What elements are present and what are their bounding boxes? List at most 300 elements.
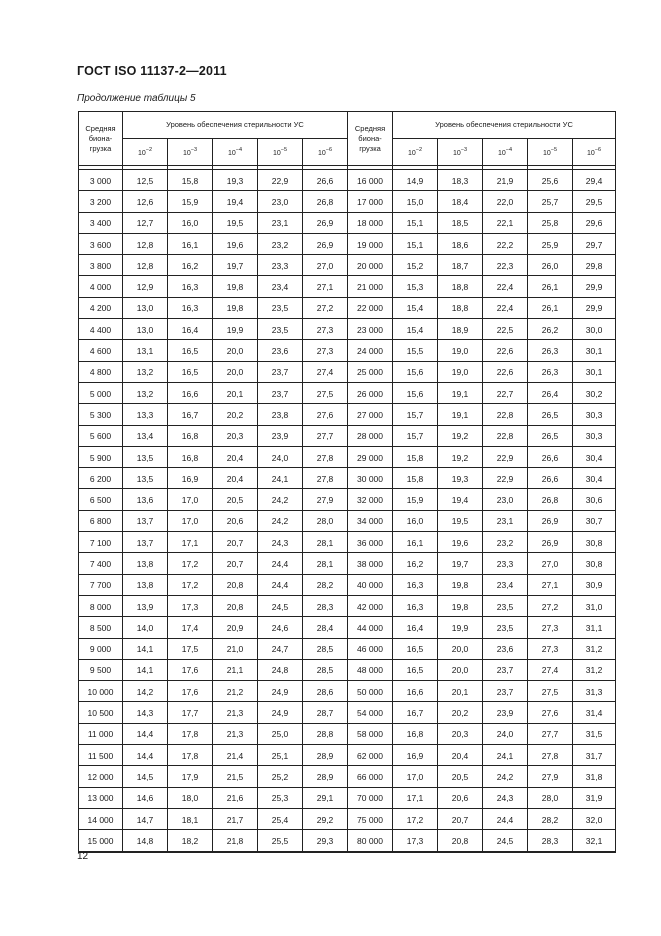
dose-cell: 31,5 bbox=[573, 724, 616, 745]
dose-cell: 23,1 bbox=[258, 213, 303, 234]
bioburden-cell: 25 000 bbox=[348, 362, 393, 383]
dose-cell: 22,1 bbox=[483, 213, 528, 234]
dose-cell: 17,2 bbox=[393, 809, 438, 830]
dose-cell: 22,4 bbox=[483, 298, 528, 319]
sal-exponent: −6 bbox=[594, 147, 602, 153]
dose-cell: 23,7 bbox=[483, 681, 528, 702]
table-row bbox=[79, 213, 616, 234]
dose-cell: 27,7 bbox=[303, 426, 348, 447]
dose-cell: 16,9 bbox=[168, 468, 213, 489]
sal-exponent: −5 bbox=[550, 147, 558, 153]
dose-cell: 19,5 bbox=[213, 213, 258, 234]
dose-cell: 20,6 bbox=[213, 511, 258, 532]
dose-cell: 21,6 bbox=[213, 788, 258, 809]
dose-cell: 20,1 bbox=[213, 383, 258, 404]
dose-cell: 29,3 bbox=[303, 830, 348, 852]
dose-cell: 21,8 bbox=[213, 830, 258, 852]
dose-cell: 21,4 bbox=[213, 745, 258, 766]
dose-cell: 29,8 bbox=[573, 255, 616, 276]
dose-cell: 27,3 bbox=[303, 319, 348, 340]
table-row bbox=[79, 617, 616, 638]
dose-cell: 17,3 bbox=[393, 830, 438, 852]
dose-cell: 31,2 bbox=[573, 660, 616, 681]
table-row bbox=[79, 340, 616, 361]
bioburden-cell: 11 000 bbox=[79, 724, 123, 745]
sal-exponent: −3 bbox=[190, 147, 198, 153]
dose-cell: 21,2 bbox=[213, 681, 258, 702]
table-row bbox=[79, 170, 616, 192]
bioburden-cell: 4 400 bbox=[79, 319, 123, 340]
dose-cell: 17,1 bbox=[393, 788, 438, 809]
dose-cell: 16,2 bbox=[168, 255, 213, 276]
dose-cell: 22,9 bbox=[483, 447, 528, 468]
dose-cell: 16,1 bbox=[393, 532, 438, 553]
dose-cell: 27,8 bbox=[528, 745, 573, 766]
dose-cell: 16,9 bbox=[393, 745, 438, 766]
table-row bbox=[79, 788, 616, 809]
dose-cell: 15,0 bbox=[393, 191, 438, 212]
dose-cell: 12,8 bbox=[123, 234, 168, 255]
dose-cell: 30,3 bbox=[573, 426, 616, 447]
dose-cell: 20,6 bbox=[438, 788, 483, 809]
sal-base: 10 bbox=[137, 150, 146, 157]
dose-cell: 22,8 bbox=[483, 404, 528, 425]
bioburden-cell: 4 800 bbox=[79, 362, 123, 383]
dose-cell: 20,5 bbox=[213, 489, 258, 510]
bioburden-cell: 62 000 bbox=[348, 745, 393, 766]
dose-cell: 20,1 bbox=[438, 681, 483, 702]
dose-cell: 15,6 bbox=[393, 383, 438, 404]
bioburden-cell: 12 000 bbox=[79, 766, 123, 787]
dose-cell: 20,3 bbox=[438, 724, 483, 745]
dose-cell: 24,9 bbox=[258, 681, 303, 702]
dose-cell: 31,3 bbox=[573, 681, 616, 702]
dose-cell: 23,7 bbox=[258, 383, 303, 404]
dose-cell: 27,2 bbox=[303, 298, 348, 319]
table-row bbox=[79, 234, 616, 255]
table-row bbox=[79, 553, 616, 574]
bioburden-cell: 7 700 bbox=[79, 575, 123, 596]
dose-cell: 13,0 bbox=[123, 298, 168, 319]
dose-cell: 28,0 bbox=[528, 788, 573, 809]
bioburden-cell: 3 000 bbox=[79, 170, 123, 192]
bioburden-cell: 54 000 bbox=[348, 702, 393, 723]
dose-cell: 30,8 bbox=[573, 553, 616, 574]
dose-cell: 20,4 bbox=[213, 447, 258, 468]
dose-cell: 28,5 bbox=[303, 660, 348, 681]
bioburden-cell: 16 000 bbox=[348, 170, 393, 192]
dose-cell: 28,2 bbox=[528, 809, 573, 830]
dose-cell: 24,9 bbox=[258, 702, 303, 723]
dose-cell: 27,1 bbox=[303, 276, 348, 297]
dose-cell: 15,8 bbox=[168, 170, 213, 192]
bioburden-cell: 46 000 bbox=[348, 639, 393, 660]
sal-base: 10 bbox=[497, 150, 506, 157]
bioburden-cell: 36 000 bbox=[348, 532, 393, 553]
table-row bbox=[79, 276, 616, 297]
dose-cell: 18,8 bbox=[438, 276, 483, 297]
bioburden-cell: 20 000 bbox=[348, 255, 393, 276]
dose-cell: 21,3 bbox=[213, 702, 258, 723]
dose-cell: 22,6 bbox=[483, 340, 528, 361]
dose-cell: 28,3 bbox=[528, 830, 573, 852]
bioburden-cell: 27 000 bbox=[348, 404, 393, 425]
bioburden-cell: 14 000 bbox=[79, 809, 123, 830]
dose-cell: 22,9 bbox=[483, 468, 528, 489]
dose-cell: 20,0 bbox=[213, 340, 258, 361]
dose-cell: 16,5 bbox=[168, 340, 213, 361]
dose-cell: 26,6 bbox=[528, 468, 573, 489]
dose-cell: 13,3 bbox=[123, 404, 168, 425]
bioburden-cell: 5 900 bbox=[79, 447, 123, 468]
dose-cell: 26,6 bbox=[528, 447, 573, 468]
bioburden-sal-table bbox=[78, 111, 616, 853]
dose-cell: 13,4 bbox=[123, 426, 168, 447]
dose-cell: 16,8 bbox=[168, 426, 213, 447]
dose-cell: 17,9 bbox=[168, 766, 213, 787]
dose-cell: 23,0 bbox=[258, 191, 303, 212]
dose-cell: 30,4 bbox=[573, 447, 616, 468]
dose-cell: 27,5 bbox=[303, 383, 348, 404]
bioburden-cell: 32 000 bbox=[348, 489, 393, 510]
dose-cell: 13,8 bbox=[123, 575, 168, 596]
dose-cell: 15,4 bbox=[393, 319, 438, 340]
dose-cell: 24,0 bbox=[258, 447, 303, 468]
dose-cell: 13,5 bbox=[123, 468, 168, 489]
dose-cell: 16,8 bbox=[168, 447, 213, 468]
dose-cell: 27,0 bbox=[303, 255, 348, 276]
dose-cell: 29,7 bbox=[573, 234, 616, 255]
sal-exponent: −2 bbox=[145, 147, 153, 153]
dose-cell: 24,0 bbox=[483, 724, 528, 745]
bioburden-cell: 18 000 bbox=[348, 213, 393, 234]
bioburden-cell: 29 000 bbox=[348, 447, 393, 468]
dose-cell: 16,5 bbox=[168, 362, 213, 383]
dose-cell: 23,5 bbox=[483, 596, 528, 617]
dose-cell: 26,3 bbox=[528, 362, 573, 383]
bioburden-cell: 58 000 bbox=[348, 724, 393, 745]
dose-cell: 26,1 bbox=[528, 276, 573, 297]
dose-cell: 27,6 bbox=[528, 702, 573, 723]
dose-cell: 19,7 bbox=[213, 255, 258, 276]
dose-cell: 19,3 bbox=[213, 170, 258, 192]
dose-cell: 26,1 bbox=[528, 298, 573, 319]
dose-cell: 30,1 bbox=[573, 340, 616, 361]
dose-cell: 26,2 bbox=[528, 319, 573, 340]
sal-exponent: −3 bbox=[460, 147, 468, 153]
dose-cell: 14,5 bbox=[123, 766, 168, 787]
dose-cell: 30,8 bbox=[573, 532, 616, 553]
dose-cell: 22,3 bbox=[483, 255, 528, 276]
bioburden-cell: 22 000 bbox=[348, 298, 393, 319]
dose-cell: 14,4 bbox=[123, 724, 168, 745]
dose-cell: 19,6 bbox=[438, 532, 483, 553]
dose-cell: 16,4 bbox=[393, 617, 438, 638]
dose-cell: 17,2 bbox=[168, 575, 213, 596]
dose-cell: 20,4 bbox=[213, 468, 258, 489]
dose-cell: 13,1 bbox=[123, 340, 168, 361]
dose-cell: 27,7 bbox=[528, 724, 573, 745]
left-sal-level-4 bbox=[213, 139, 258, 166]
bioburden-cell: 4 600 bbox=[79, 340, 123, 361]
dose-cell: 24,2 bbox=[483, 766, 528, 787]
dose-cell: 25,1 bbox=[258, 745, 303, 766]
dose-cell: 17,0 bbox=[168, 511, 213, 532]
dose-cell: 14,6 bbox=[123, 788, 168, 809]
sal-base: 10 bbox=[317, 150, 326, 157]
sal-base: 10 bbox=[272, 150, 281, 157]
dose-cell: 17,0 bbox=[393, 766, 438, 787]
bioburden-cell: 17 000 bbox=[348, 191, 393, 212]
dose-cell: 26,8 bbox=[303, 191, 348, 212]
dose-cell: 27,4 bbox=[303, 362, 348, 383]
bioburden-cell: 50 000 bbox=[348, 681, 393, 702]
bioburden-cell: 44 000 bbox=[348, 617, 393, 638]
dose-cell: 30,3 bbox=[573, 404, 616, 425]
bioburden-cell: 15 000 bbox=[79, 830, 123, 852]
dose-cell: 20,2 bbox=[213, 404, 258, 425]
dose-cell: 27,1 bbox=[528, 575, 573, 596]
bioburden-cell: 66 000 bbox=[348, 766, 393, 787]
dose-cell: 16,6 bbox=[168, 383, 213, 404]
bioburden-cell: 3 600 bbox=[79, 234, 123, 255]
dose-cell: 23,3 bbox=[483, 553, 528, 574]
dose-cell: 27,8 bbox=[303, 447, 348, 468]
dose-cell: 18,5 bbox=[438, 213, 483, 234]
dose-cell: 24,6 bbox=[258, 617, 303, 638]
bioburden-cell: 10 000 bbox=[79, 681, 123, 702]
dose-cell: 22,8 bbox=[483, 426, 528, 447]
dose-cell: 28,1 bbox=[303, 532, 348, 553]
dose-cell: 21,5 bbox=[213, 766, 258, 787]
dose-cell: 19,8 bbox=[213, 276, 258, 297]
dose-cell: 19,7 bbox=[438, 553, 483, 574]
dose-cell: 25,5 bbox=[258, 830, 303, 852]
bioburden-cell: 13 000 bbox=[79, 788, 123, 809]
dose-cell: 16,8 bbox=[393, 724, 438, 745]
dose-cell: 24,7 bbox=[258, 639, 303, 660]
dose-cell: 28,5 bbox=[303, 639, 348, 660]
dose-cell: 16,3 bbox=[168, 276, 213, 297]
bioburden-cell: 4 000 bbox=[79, 276, 123, 297]
dose-cell: 20,0 bbox=[438, 660, 483, 681]
dose-cell: 20,0 bbox=[213, 362, 258, 383]
dose-cell: 23,5 bbox=[483, 617, 528, 638]
dose-cell: 14,8 bbox=[123, 830, 168, 852]
dose-cell: 14,1 bbox=[123, 639, 168, 660]
table-row bbox=[79, 191, 616, 212]
right-sal-header: Уровень обеспечения стерильности УС bbox=[393, 112, 616, 139]
sal-exponent: −6 bbox=[325, 147, 333, 153]
dose-cell: 14,9 bbox=[393, 170, 438, 192]
table-row bbox=[79, 830, 616, 852]
sal-base: 10 bbox=[586, 150, 595, 157]
left-sal-level-2 bbox=[123, 139, 168, 166]
dose-cell: 16,0 bbox=[393, 511, 438, 532]
dose-cell: 22,6 bbox=[483, 362, 528, 383]
dose-cell: 23,7 bbox=[258, 362, 303, 383]
bioburden-cell: 3 800 bbox=[79, 255, 123, 276]
dose-cell: 27,6 bbox=[303, 404, 348, 425]
dose-cell: 18,9 bbox=[438, 319, 483, 340]
dose-cell: 19,1 bbox=[438, 383, 483, 404]
dose-cell: 23,2 bbox=[258, 234, 303, 255]
dose-cell: 20,4 bbox=[438, 745, 483, 766]
dose-cell: 22,7 bbox=[483, 383, 528, 404]
page-number: 12 bbox=[77, 851, 89, 862]
dose-cell: 23,9 bbox=[258, 426, 303, 447]
bioburden-cell: 40 000 bbox=[348, 575, 393, 596]
bioburden-cell: 10 500 bbox=[79, 702, 123, 723]
bioburden-cell: 70 000 bbox=[348, 788, 393, 809]
right-sal-level-2 bbox=[393, 139, 438, 166]
dose-cell: 27,3 bbox=[528, 639, 573, 660]
dose-cell: 25,6 bbox=[528, 170, 573, 192]
dose-cell: 24,5 bbox=[258, 596, 303, 617]
dose-cell: 19,4 bbox=[438, 489, 483, 510]
dose-cell: 15,5 bbox=[393, 340, 438, 361]
dose-cell: 29,1 bbox=[303, 788, 348, 809]
dose-cell: 15,7 bbox=[393, 404, 438, 425]
dose-cell: 25,4 bbox=[258, 809, 303, 830]
dose-cell: 17,0 bbox=[168, 489, 213, 510]
sal-exponent: −4 bbox=[505, 147, 513, 153]
dose-cell: 19,0 bbox=[438, 362, 483, 383]
bioburden-cell: 38 000 bbox=[348, 553, 393, 574]
dose-cell: 23,4 bbox=[483, 575, 528, 596]
dose-cell: 16,5 bbox=[393, 660, 438, 681]
dose-cell: 16,7 bbox=[393, 702, 438, 723]
dose-cell: 25,0 bbox=[258, 724, 303, 745]
dose-cell: 25,2 bbox=[258, 766, 303, 787]
dose-cell: 15,9 bbox=[168, 191, 213, 212]
dose-cell: 13,6 bbox=[123, 489, 168, 510]
dose-cell: 16,7 bbox=[168, 404, 213, 425]
dose-cell: 24,8 bbox=[258, 660, 303, 681]
table-row bbox=[79, 298, 616, 319]
table-row bbox=[79, 724, 616, 745]
dose-cell: 19,4 bbox=[213, 191, 258, 212]
bioburden-cell: 8 000 bbox=[79, 596, 123, 617]
dose-cell: 29,9 bbox=[573, 298, 616, 319]
bioburden-cell: 80 000 bbox=[348, 830, 393, 852]
dose-cell: 17,8 bbox=[168, 745, 213, 766]
right-sal-level-6 bbox=[573, 139, 616, 166]
bioburden-cell: 5 300 bbox=[79, 404, 123, 425]
dose-cell: 15,8 bbox=[393, 447, 438, 468]
dose-cell: 24,4 bbox=[258, 575, 303, 596]
dose-cell: 27,9 bbox=[528, 766, 573, 787]
sal-base: 10 bbox=[452, 150, 461, 157]
dose-cell: 26,0 bbox=[528, 255, 573, 276]
dose-cell: 25,3 bbox=[258, 788, 303, 809]
dose-cell: 27,8 bbox=[303, 468, 348, 489]
bioburden-cell: 6 800 bbox=[79, 511, 123, 532]
dose-cell: 16,2 bbox=[393, 553, 438, 574]
dose-cell: 23,5 bbox=[258, 298, 303, 319]
dose-cell: 17,2 bbox=[168, 553, 213, 574]
dose-cell: 22,5 bbox=[483, 319, 528, 340]
dose-cell: 19,6 bbox=[213, 234, 258, 255]
dose-cell: 25,9 bbox=[528, 234, 573, 255]
dose-cell: 28,6 bbox=[303, 681, 348, 702]
dose-cell: 19,5 bbox=[438, 511, 483, 532]
dose-cell: 27,5 bbox=[528, 681, 573, 702]
bioburden-cell: 7 100 bbox=[79, 532, 123, 553]
dose-cell: 14,2 bbox=[123, 681, 168, 702]
dose-cell: 26,4 bbox=[528, 383, 573, 404]
dose-cell: 16,6 bbox=[393, 681, 438, 702]
dose-cell: 29,9 bbox=[573, 276, 616, 297]
right-sal-level-5 bbox=[528, 139, 573, 166]
table-row bbox=[79, 639, 616, 660]
dose-cell: 31,0 bbox=[573, 596, 616, 617]
table-row bbox=[79, 745, 616, 766]
sal-base: 10 bbox=[227, 150, 236, 157]
dose-cell: 16,5 bbox=[393, 639, 438, 660]
table-row bbox=[79, 468, 616, 489]
table-row bbox=[79, 426, 616, 447]
bioburden-cell: 30 000 bbox=[348, 468, 393, 489]
sal-base: 10 bbox=[182, 150, 191, 157]
dose-cell: 12,5 bbox=[123, 170, 168, 192]
dose-cell: 18,7 bbox=[438, 255, 483, 276]
dose-cell: 17,7 bbox=[168, 702, 213, 723]
dose-cell: 28,9 bbox=[303, 745, 348, 766]
dose-cell: 14,4 bbox=[123, 745, 168, 766]
dose-cell: 30,2 bbox=[573, 383, 616, 404]
dose-cell: 30,9 bbox=[573, 575, 616, 596]
dose-cell: 32,0 bbox=[573, 809, 616, 830]
dose-cell: 15,9 bbox=[393, 489, 438, 510]
dose-cell: 28,9 bbox=[303, 766, 348, 787]
dose-cell: 31,4 bbox=[573, 702, 616, 723]
document-title: ГОСТ ISO 11137-2—2011 bbox=[77, 64, 227, 78]
dose-cell: 27,2 bbox=[528, 596, 573, 617]
dose-cell: 27,3 bbox=[528, 617, 573, 638]
dose-cell: 22,4 bbox=[483, 276, 528, 297]
dose-cell: 16,4 bbox=[168, 319, 213, 340]
bioburden-cell: 9 000 bbox=[79, 639, 123, 660]
bioburden-cell: 5 600 bbox=[79, 426, 123, 447]
dose-cell: 13,2 bbox=[123, 362, 168, 383]
dose-cell: 28,8 bbox=[303, 724, 348, 745]
dose-cell: 21,1 bbox=[213, 660, 258, 681]
dose-cell: 31,8 bbox=[573, 766, 616, 787]
dose-cell: 15,4 bbox=[393, 298, 438, 319]
dose-cell: 21,3 bbox=[213, 724, 258, 745]
left-sal-header: Уровень обеспечения стерильности УС bbox=[123, 112, 348, 139]
dose-cell: 32,1 bbox=[573, 830, 616, 852]
dose-cell: 18,1 bbox=[168, 809, 213, 830]
dose-cell: 26,6 bbox=[303, 170, 348, 192]
dose-cell: 24,5 bbox=[483, 830, 528, 852]
dose-cell: 24,3 bbox=[483, 788, 528, 809]
sal-base: 10 bbox=[407, 150, 416, 157]
dose-cell: 26,9 bbox=[303, 213, 348, 234]
table-row bbox=[79, 383, 616, 404]
table-row bbox=[79, 660, 616, 681]
dose-cell: 24,1 bbox=[483, 745, 528, 766]
dose-cell: 20,8 bbox=[213, 575, 258, 596]
bioburden-cell: 7 400 bbox=[79, 553, 123, 574]
dose-cell: 23,2 bbox=[483, 532, 528, 553]
table-row bbox=[79, 702, 616, 723]
table-caption: Продолжение таблицы 5 bbox=[77, 93, 196, 104]
dose-cell: 30,7 bbox=[573, 511, 616, 532]
dose-cell: 16,1 bbox=[168, 234, 213, 255]
dose-cell: 20,7 bbox=[213, 532, 258, 553]
